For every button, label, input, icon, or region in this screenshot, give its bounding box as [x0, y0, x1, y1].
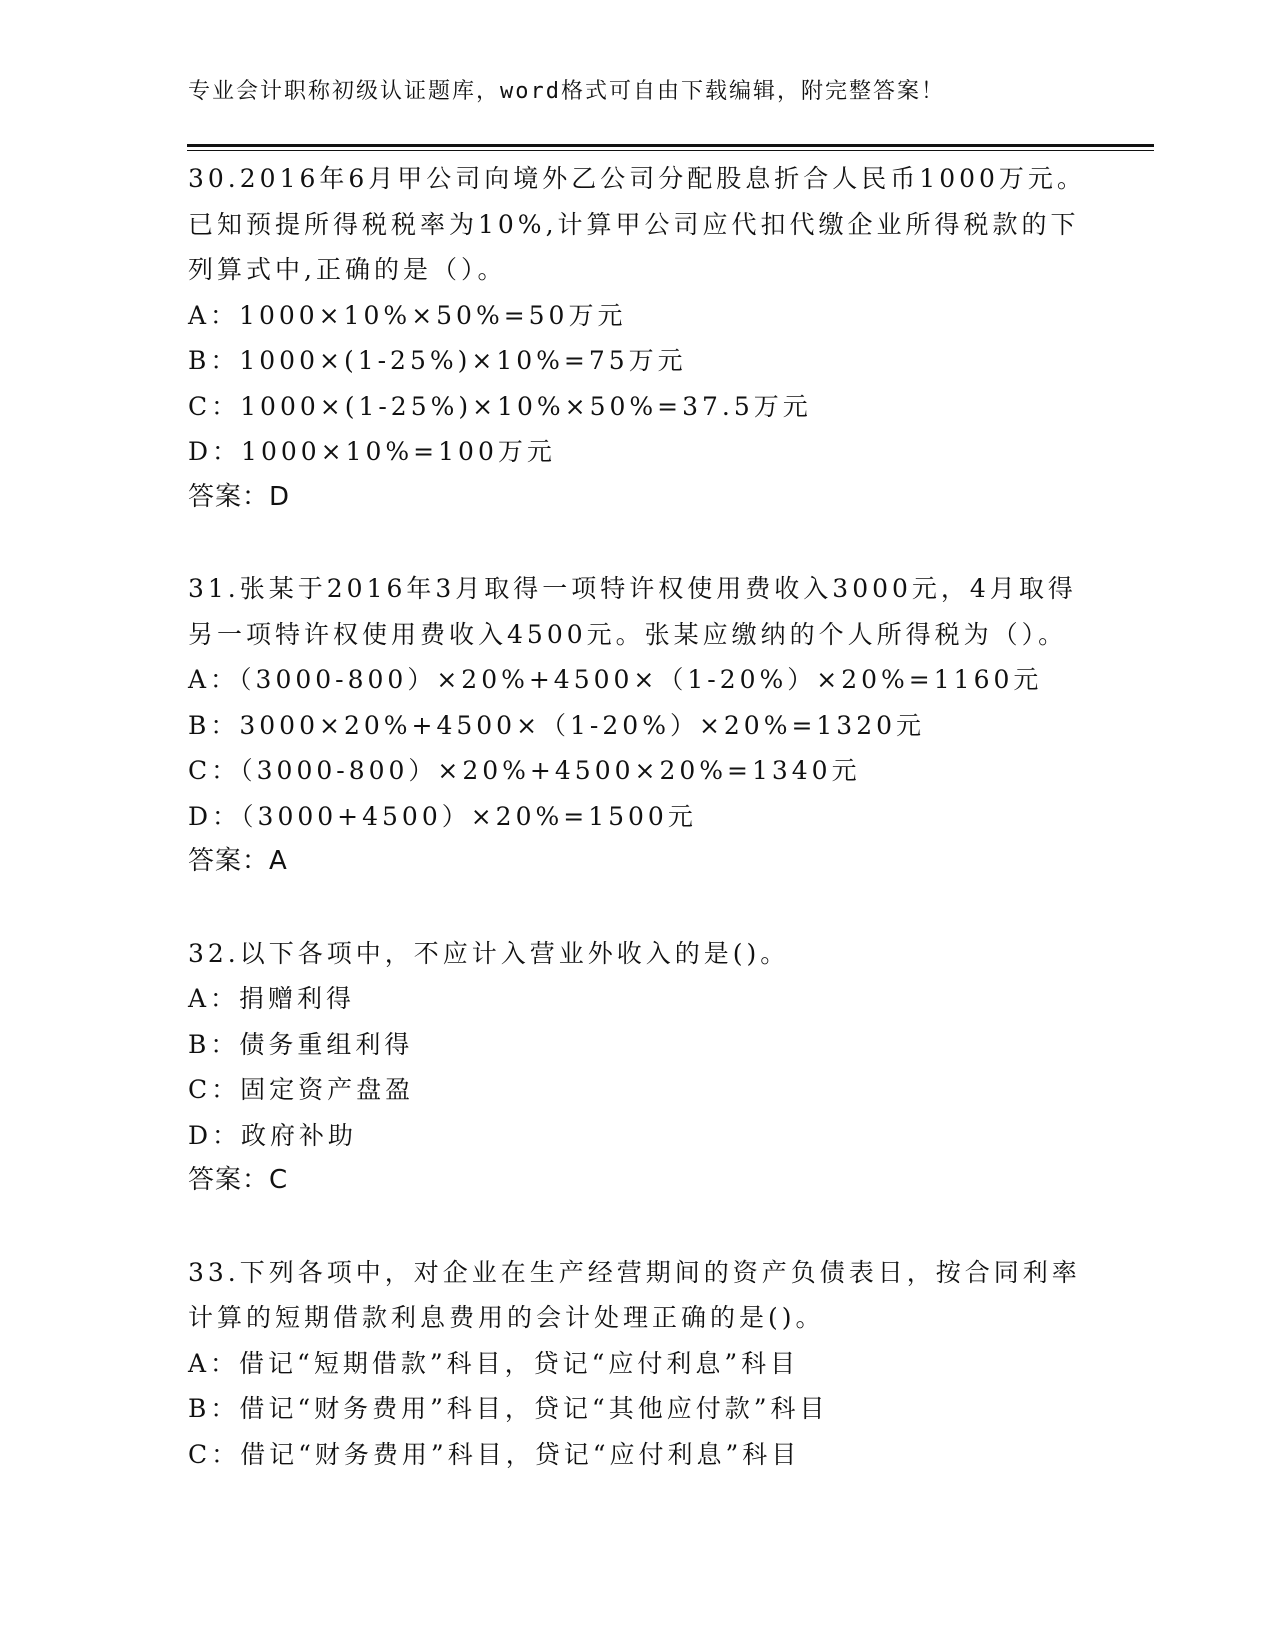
option-d: D：1000×10%=100万元 — [188, 437, 556, 466]
page-header: 专业会计职称初级认证题库，word格式可自由下载编辑，附完整答案！ — [188, 79, 945, 104]
option-d: D：政府补助 — [188, 1120, 358, 1150]
header-rule-thick — [187, 144, 1154, 147]
question-stem-line: 32.以下各项中，不应计入营业外收入的是()。 — [188, 938, 790, 968]
option-a: A：1000×10%×50%=50万元 — [188, 300, 627, 330]
option-d: D：（3000+4500）×20%=1500元 — [188, 801, 697, 831]
question-stem-line: 已知预提所得税税率为10%,计算甲公司应代扣代缴企业所得税款的下 — [188, 209, 1080, 239]
option-a: A：捐赠利得 — [188, 984, 356, 1013]
answer-line: 答案：D — [188, 481, 291, 512]
option-b: B：3000×20%+4500×（1-20%）×20%=1320元 — [188, 710, 926, 740]
answer-line: 答案：A — [188, 846, 288, 876]
question-stem-line: 30.2016年6月甲公司向境外乙公司分配股息折合人民币1000万元。 — [188, 164, 1086, 193]
question-stem-line: 33.下列各项中，对企业在生产经营期间的资产负债表日，按合同利率 — [188, 1257, 1081, 1287]
question-stem-line: 列算式中,正确的是（）。 — [188, 255, 507, 284]
question-list — [188, 156, 1088, 1523]
option-c: C：（3000-800）×20%+4500×20%=1340元 — [188, 756, 861, 785]
header-rule-thin — [187, 150, 1154, 151]
question-33 — [188, 1250, 1088, 1478]
question-stem-line: 计算的短期借款利息费用的会计处理正确的是()。 — [188, 1303, 825, 1332]
question-32 — [188, 931, 1088, 1204]
option-b: B：1000×(1-25%)×10%=75万元 — [188, 346, 687, 375]
option-b: B：债务重组利得 — [188, 1029, 414, 1059]
question-30 — [188, 156, 1088, 520]
question-stem-line: 31.张某于2016年3月取得一项特许权使用费收入3000元，4月取得 — [188, 574, 1077, 603]
option-a: A：（3000-800）×20%+4500×（1-20%）×20%=1160元 — [188, 665, 1043, 694]
question-stem-line: 另一项特许权使用费收入4500元。张某应缴纳的个人所得税为（）。 — [188, 619, 1068, 649]
question-31 — [188, 566, 1088, 885]
answer-line: 答案：C — [188, 1165, 289, 1195]
option-b: B：借记“财务费用”科目，贷记“其他应付款”科目 — [188, 1394, 829, 1423]
option-c: C：1000×(1-25%)×10%×50%=37.5万元 — [188, 391, 812, 421]
option-c: C：固定资产盘盈 — [188, 1075, 415, 1104]
option-c: C：借记“财务费用”科目，贷记“应付利息”科目 — [188, 1439, 801, 1469]
option-a: A：借记“短期借款”科目，贷记“应付利息”科目 — [188, 1348, 800, 1378]
